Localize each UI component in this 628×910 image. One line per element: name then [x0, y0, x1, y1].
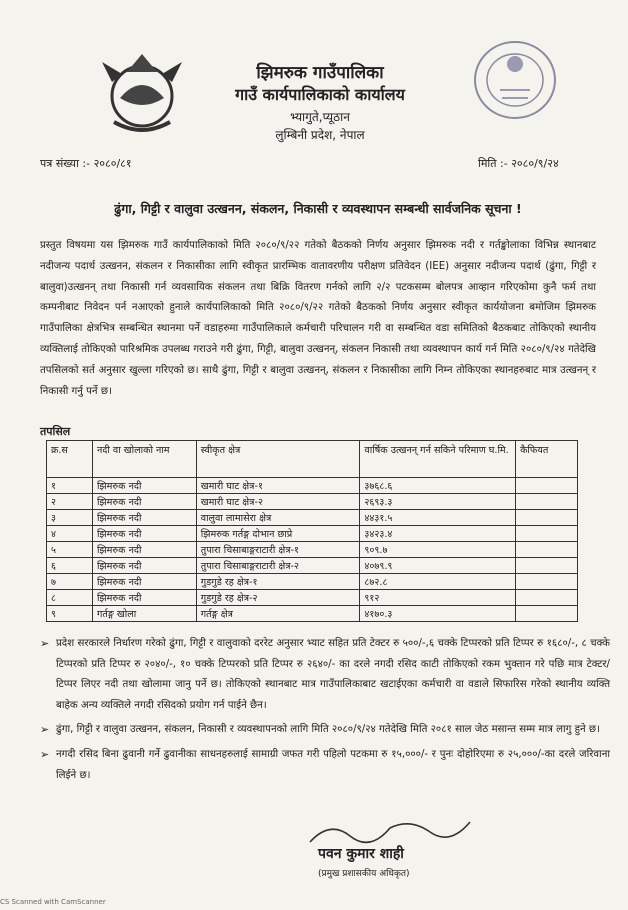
- table-cell: ४१७०.३: [360, 606, 516, 622]
- table-row: [47, 606, 578, 622]
- office-location: भ्यागुते,प्यूठान: [290, 110, 350, 124]
- table-cell: २६९३.३: [360, 494, 516, 510]
- table-cell: [516, 574, 578, 590]
- table-header: वार्षिक उत्खनन् गर्न सकिने परिमाण घ.मि.: [360, 441, 516, 478]
- table-cell: ४०७९.९: [360, 558, 516, 574]
- table-cell: गर्तङ्ग खोला: [92, 606, 196, 622]
- table-cell: झिमरुक नदी: [92, 526, 196, 542]
- list-item: [40, 720, 610, 741]
- table-row: [47, 590, 578, 606]
- table-cell: ८७२.८: [360, 574, 516, 590]
- table-body: [47, 478, 578, 622]
- table-cell: झिमरुक नदी: [92, 574, 196, 590]
- nepal-emblem-icon: [92, 42, 192, 142]
- table-row: [47, 558, 578, 574]
- office-name: झिमरुक गाउँपालिका: [256, 63, 384, 83]
- table-cell: झिमरुक नदी: [92, 558, 196, 574]
- table-header: क्र.स: [47, 441, 93, 478]
- table-row: [47, 542, 578, 558]
- signatory-name: पवन कुमार शाही: [318, 846, 404, 862]
- table-cell: झिमरुक नदी: [92, 494, 196, 510]
- table-cell: झिमरुक नदी: [92, 510, 196, 526]
- arrow-bullet-icon: ➢: [40, 747, 50, 761]
- table-cell: [516, 526, 578, 542]
- note-text: नगदी रसिद बिना ढुवानी गर्ने ढुवानीका साधनहरुलाई सामाग्री जफत गरी पहिलो पटकमा रु १५,०००/- र पुनः दोहोरिएमा रु २५,०००/-का दरले जरिवाना लिईने छ।: [56, 748, 610, 781]
- table-cell: तुपारा चिसाबाङ्गराटारी क्षेत्र-१: [196, 542, 360, 558]
- table-cell: खमारी घाट क्षेत्र-१: [196, 478, 360, 494]
- table-cell: गुडगुडे रह क्षेत्र-१: [196, 574, 360, 590]
- table-cell: [516, 606, 578, 622]
- office-header: [200, 62, 440, 144]
- table-row: [47, 478, 578, 494]
- list-item: [40, 745, 610, 786]
- office-province: लुम्बिनी प्रदेश, नेपाल: [275, 128, 365, 142]
- table-cell: २: [47, 494, 93, 510]
- table-header: स्वीकृत क्षेत्र: [196, 441, 360, 478]
- table-cell: [516, 558, 578, 574]
- signatory-title: (प्रमुख प्रशासकीय अधिकृत): [318, 869, 410, 879]
- arrow-bullet-icon: ➢: [40, 723, 50, 737]
- table-cell: [516, 590, 578, 606]
- table-row: [47, 526, 578, 542]
- table-cell: ६: [47, 558, 93, 574]
- office-subtitle: गाउँ कार्यपालिकाको कार्यालय: [235, 85, 405, 104]
- table-cell: ४: [47, 526, 93, 542]
- table-cell: ४४३१.५: [360, 510, 516, 526]
- scanner-watermark: CS Scanned with CamScanner: [0, 898, 106, 906]
- table-header-row: [47, 441, 578, 478]
- table-cell: ३: [47, 510, 93, 526]
- table-cell: झिमरुक नदी: [92, 542, 196, 558]
- notice-body: प्रस्तुत विषयमा यस झिमरुक गाउँ कार्यपालिकाको मिति २०८०/९/२२ गतेको बैठकको निर्णय अनुसार झिमरुक नदी र गर्तङ्खोलाका विभिन्न स्थानबाट नदीजन्य पदार्थ उत्खनन, संकलन र निकासीका लागि स्वीकृत प्रारम्भिक वातावरणीय परीक्षण प्रतिवेदन (IEE) अनुसार नदीजन्य पदार्थ (ढुंगा, गिट्टी र बालुवा)उत्खनन् तथा निकासी गर्न व्यवसायिक संकलन तथा बिक्रि वितरण गर्नको लागि २/२ पटकसम्म बोलपत्र आव्हान गरिएकोमा कुनै फर्म तथा कम्पनीबाट निवेदन पर्न नआएको हुनाले कार्यपालिकाको मिति २०८०/९/२२ गतेको बैठकको निर्णय अनुसार स्वीकृत कार्ययोजना बमोजिम झिमरुक गाउँपालिका क्षेत्रभित्र सम्बन्धित स्थानमा पर्ने वडाहरुमा गाउँपालिकाले कर्मचारी परिचालन गरी वा सम्बन्धित वडा समितिको बैठकबाट तोकिएको स्थानीय व्यक्तिलाई तोकिएको पारिश्रमिक उपलब्ध गराउने गरी ढुंगा, गिट्टी, बालुवा उत्खनन्, संकलन निकासी तथा व्यवस्थापन कार्य गर्न मिति २०८०/९/२४ गतेदेखि तपसिलको सर्त अनुसार खुल्ला गरिएको छ। साथै ढुंगा, गिट्टी र बालुवा उत्खनन्, संकलन र निकासीका लागि निम्न तोकिएका स्थानहरुबाट मात्र उत्खनन् र निकासी गर्नु पर्ने छ।: [40, 240, 596, 397]
- table-cell: तुपारा चिसाबाङ्गराटारी क्षेत्र-२: [196, 558, 360, 574]
- table-cell: ३४२३.४: [360, 526, 516, 542]
- table-cell: ५: [47, 542, 93, 558]
- table-cell: [516, 494, 578, 510]
- table-row: [47, 494, 578, 510]
- table-cell: गुडगुडे रह क्षेत्र-२: [196, 590, 360, 606]
- table-cell: १: [47, 478, 93, 494]
- list-item: [40, 634, 610, 716]
- table-row: [47, 574, 578, 590]
- table-cell: झिमरुक नदी: [92, 478, 196, 494]
- table-cell: [516, 542, 578, 558]
- table-cell: [516, 510, 578, 526]
- notes-list: [40, 634, 610, 790]
- table-cell: ८: [47, 590, 93, 606]
- table-cell: ९१२: [360, 590, 516, 606]
- table-cell: वालुवा लामासेरा क्षेत्र: [196, 510, 360, 526]
- note-text: प्रदेश सरकारले निर्धारण गरेको ढुंगा, गिट्टी र वालुवाको दररेट अनुसार भ्याट सहित प्रति टेक्टर रु ५००/-,६ चक्के टिप्परको प्रति टिप्पर रु १६८०/-, ८ चक्के टिप्परको प्रति टिप्पर रु २०४०/-, १० चक्के टिप्परको प्रति टिप्पर रु २६४०/- का दरले नगदी रसिद काटी तोकिएको रकम भुक्तान गरे पछि मात्र टेक्टर/टिप्पर लिएर नदी तथा खोलामा जानु पर्ने छ। तोकिएको स्थानबाट मात्र गाउँपालिकाबाट खटाईएका कर्मचारी वा वडाले सिफारिस गरेको स्थानीय व्यक्ति बाहेक अन्य व्यक्तिले नगदी रसिदको प्रयोग गर्न पाईने छैन।: [56, 638, 610, 711]
- notice-date: मिति :- २०८०/९/२४: [478, 157, 559, 170]
- table-cell: झिमरुक नदी: [92, 590, 196, 606]
- arrow-bullet-icon: ➢: [40, 637, 50, 650]
- table-row: [47, 510, 578, 526]
- table-cell: ९: [47, 606, 93, 622]
- note-text: ढुंगा, गिट्टी र वालुवा उत्खनन, संकलन, निकासी र व्यवस्थापनको लागि मिति २०८०/९/२४ गतेदेखि मिति २०८१ साल जेठ मसान्त सम्म मात्र लागु हुने छ।: [56, 724, 600, 736]
- table-cell: खमारी घाट क्षेत्र-२: [196, 494, 360, 510]
- notice-subject: ढुंगा, गिट्टी र वालुवा उत्खनन, संकलन, निकासी र व्यवस्थापन सम्बन्धी सार्वजनिक सूचना !: [114, 201, 522, 216]
- table-cell: ९०९.७: [360, 542, 516, 558]
- reference-number: पत्र संख्या :- २०८०/८१: [40, 157, 132, 170]
- table-cell: [516, 478, 578, 494]
- table-header: नदी वा खोलाको नाम: [92, 441, 196, 478]
- office-stamp-icon: [460, 30, 570, 130]
- schedule-heading: तपसिल: [40, 425, 71, 438]
- schedule-table: [46, 440, 578, 622]
- table-cell: ७: [47, 574, 93, 590]
- table-header: कैफियत: [516, 441, 578, 478]
- table-cell: झिमरुक गर्तङ्ग दोभान छाप्रे: [196, 526, 360, 542]
- table-cell: ३७६८.६: [360, 478, 516, 494]
- table-cell: गर्तङ्ग क्षेत्र: [196, 606, 360, 622]
